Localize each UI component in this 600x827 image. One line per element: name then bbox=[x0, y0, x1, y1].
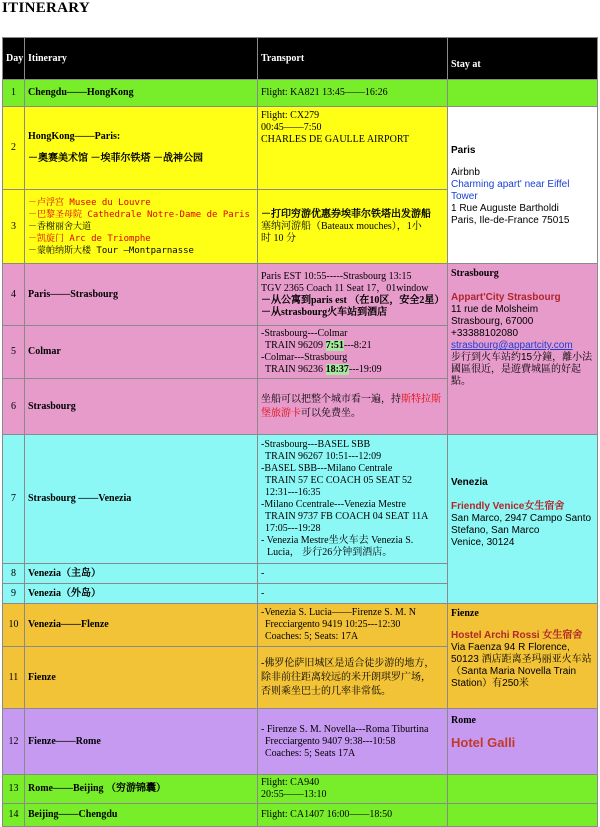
transport-line: 12:31---16:35 bbox=[265, 487, 321, 498]
stay-hotel-name: Appart'City Strasbourg bbox=[451, 292, 561, 303]
transport-line: Coaches: 5; Seats 17A bbox=[265, 747, 356, 759]
transport-line: Flight: CA940 bbox=[261, 777, 320, 788]
day-cell: 6 bbox=[3, 379, 25, 435]
table-row bbox=[3, 80, 598, 107]
itinerary-line: －巴黎圣母院 Cathedrale Notre-Dame de Paris bbox=[28, 209, 250, 220]
transport-line: - Firenze S. M. Novella---Roma Tiburtina bbox=[261, 723, 429, 735]
itinerary-cell: Rome——Beijing （穷游锦囊） bbox=[25, 775, 258, 804]
transport-line: Frecciargento 9407 9:38---10:58 bbox=[265, 735, 396, 747]
transport-line: TRAIN 96267 10:51---12:09 bbox=[265, 451, 382, 462]
stay-cell bbox=[448, 80, 598, 107]
itinerary-line: －蒙帕纳斯大楼 Tour —Montparnasse bbox=[28, 245, 194, 256]
stay-city: Paris bbox=[451, 145, 476, 156]
header-itinerary: Itinerary bbox=[25, 38, 258, 80]
stay-line: Venice, 30124 bbox=[451, 537, 515, 548]
day-cell: 5 bbox=[3, 326, 25, 379]
header-stay: Stay at bbox=[448, 38, 598, 80]
transport-line: -Strasbourg---BASEL SBB bbox=[261, 439, 371, 450]
itinerary-table bbox=[2, 37, 598, 827]
table-row bbox=[3, 775, 598, 804]
itinerary-cell: Paris——Strasbourg bbox=[25, 264, 258, 326]
transport-cell bbox=[258, 326, 448, 379]
table-row bbox=[3, 107, 598, 190]
itinerary-cell: Venezia——Flenze bbox=[25, 604, 258, 647]
transport-cell bbox=[258, 80, 448, 107]
itinerary-cell: Venezia（主岛） bbox=[25, 564, 258, 584]
transport-line: - Venezia Mestre坐火车去 Venezia S. bbox=[261, 535, 414, 546]
header-transport: Transport bbox=[258, 38, 448, 80]
table-row bbox=[3, 604, 598, 647]
stay-cell-rome bbox=[448, 709, 598, 775]
header-day: Day bbox=[3, 38, 25, 80]
itinerary-cell: Strasbourg bbox=[25, 379, 258, 435]
transport-line: Paris EST 10:55-----Strasbourg 13:15 bbox=[261, 270, 412, 282]
day-cell: 3 bbox=[3, 190, 25, 264]
itinerary-cell: Venezia（外岛） bbox=[25, 584, 258, 604]
stay-line: Station）有250米 bbox=[451, 678, 529, 689]
stay-line: 1 Rue Auguste Bartholdi bbox=[451, 203, 559, 214]
stay-line: Airbnb bbox=[451, 167, 480, 178]
stay-hotel-name: Hotel Galli bbox=[451, 735, 516, 750]
day-cell: 4 bbox=[3, 264, 25, 326]
train-number: TRAIN 96209 bbox=[265, 340, 326, 351]
transport-line: －从strasbourg火车站到酒店 bbox=[261, 306, 388, 318]
stay-line: （Santa Maria Novella Train bbox=[451, 666, 577, 677]
itinerary-line: －奥赛美术馆 －埃菲尔铁塔 －战神公园 bbox=[28, 153, 203, 164]
table-row bbox=[3, 264, 598, 326]
itinerary-cell bbox=[25, 190, 258, 264]
transport-line: -Strasbourg---Colmar bbox=[261, 328, 348, 339]
stay-hotel-name: Hostel Archi Rossi 女生宿舍 bbox=[451, 630, 583, 641]
transport-line: 塞纳河游船（Bateaux mouches），1小 bbox=[261, 220, 422, 232]
stay-line: 步行到火车站约15分鐘，離小法 bbox=[451, 352, 593, 363]
transport-line: TRAIN 9737 FB COACH 04 SEAT 11A bbox=[265, 511, 429, 522]
transport-line: Flight: KA821 13:45——16:26 bbox=[261, 87, 388, 98]
transport-line: 除非前往距离较远的米开朗琪罗广场， bbox=[261, 671, 431, 683]
day-cell: 9 bbox=[3, 584, 25, 604]
itinerary-line: －凯旋门 Arc de Triomphe bbox=[28, 233, 151, 244]
transport-line: －从公寓到paris est （在10区，安全2星） bbox=[261, 294, 445, 306]
stay-line: Paris, Ile-de-France 75015 bbox=[451, 215, 570, 226]
transport-line: Flight: CX279 bbox=[261, 110, 320, 121]
transport-line: Flight: CA1407 16:00——18:50 bbox=[261, 809, 393, 820]
day-cell: 1 bbox=[3, 80, 25, 107]
table-row bbox=[3, 435, 598, 564]
transport-cell: - bbox=[258, 584, 448, 604]
stay-line: 11 rue de Molsheim bbox=[451, 304, 539, 315]
transport-text: 可以免费坐。 bbox=[301, 407, 361, 419]
stay-hotel-name: Friendly Venice女生宿舍 bbox=[451, 501, 565, 512]
stay-cell-paris bbox=[448, 107, 598, 264]
stay-line: 50123 酒店距离圣玛丽亚火车站 bbox=[451, 654, 592, 665]
transport-line: TGV 2365 Coach 11 Seat 17，01window bbox=[261, 282, 429, 294]
itinerary-line: －卢浮宫 Musee du Louvre bbox=[28, 197, 151, 208]
transport-line: CHARLES DE GAULLE AIRPORT bbox=[261, 134, 410, 145]
itinerary-cell: Colmar bbox=[25, 326, 258, 379]
stay-cell bbox=[448, 775, 598, 804]
train-time: ---19:09 bbox=[348, 364, 382, 375]
transport-line: 20:55——13:10 bbox=[261, 789, 327, 800]
itinerary-line: －香榭丽舍大道 bbox=[28, 221, 92, 232]
transport-cell bbox=[258, 379, 448, 435]
transport-line bbox=[261, 340, 444, 352]
stay-cell-strasbourg bbox=[448, 264, 598, 435]
itinerary-cell: Fienze bbox=[25, 647, 258, 709]
stay-city: Strasbourg bbox=[451, 268, 499, 279]
transport-line: Lucia， 步行26分钟到酒店。 bbox=[267, 547, 393, 558]
day-cell: 8 bbox=[3, 564, 25, 584]
transport-line: 00:45——7:50 bbox=[261, 122, 322, 133]
itinerary-cell: Chengdu——HongKong bbox=[25, 80, 258, 107]
stay-line: 點。 bbox=[451, 376, 471, 387]
transport-line: -Colmar---Strasbourg bbox=[261, 352, 348, 363]
itinerary-cell bbox=[25, 107, 258, 190]
day-cell: 2 bbox=[3, 107, 25, 190]
highlighted-time: 18:37 bbox=[325, 364, 349, 375]
stay-cell-venezia bbox=[448, 435, 598, 604]
transport-line bbox=[261, 364, 444, 376]
transport-cell bbox=[258, 435, 448, 564]
transport-line: -Venezia S. Lucia——Firenze S. M. N bbox=[261, 607, 416, 618]
transport-line: 时 10 分 bbox=[261, 232, 296, 244]
train-time: ---8:21 bbox=[343, 340, 372, 351]
stay-line: Strasbourg, 67000 bbox=[451, 316, 534, 327]
transport-line: Coaches: 5; Seats: 17A bbox=[265, 631, 359, 642]
stay-line: 國區很近，是遊費城區的好起 bbox=[451, 364, 581, 375]
highlighted-time: 7:51 bbox=[325, 340, 344, 351]
table-header-row bbox=[3, 38, 598, 80]
transport-line: －打印穷游优惠券埃菲尔铁塔出发游船 bbox=[261, 208, 431, 220]
transport-line: -BASEL SBB---Milano Centrale bbox=[261, 463, 393, 474]
transport-cell bbox=[258, 604, 448, 647]
page-title: ITINERARY bbox=[2, 0, 91, 16]
transport-line: 否则乘坐巴士的几率非常低。 bbox=[261, 685, 391, 697]
stay-city: Rome bbox=[451, 715, 476, 726]
transport-cell bbox=[258, 804, 448, 827]
itinerary-cell: Strasbourg ——Venezia bbox=[25, 435, 258, 564]
day-cell: 13 bbox=[3, 775, 25, 804]
transport-line: TRAIN 57 EC COACH 05 SEAT 52 bbox=[265, 475, 413, 486]
transport-line: -Milano Ccentrale---Venezia Mestre bbox=[261, 499, 406, 510]
transport-cell: - bbox=[258, 564, 448, 584]
stay-city: Venezia bbox=[451, 477, 488, 488]
stay-city: Fienze bbox=[451, 608, 479, 619]
stay-cell bbox=[448, 804, 598, 827]
table-row bbox=[3, 804, 598, 827]
itinerary-cell: Fienze——Rome bbox=[25, 709, 258, 775]
itinerary-cell: Beijing——Chengdu bbox=[25, 804, 258, 827]
day-cell: 10 bbox=[3, 604, 25, 647]
transport-line: Frecciargento 9419 10:25---12:30 bbox=[265, 619, 401, 630]
stay-line: +33388102080 bbox=[451, 328, 519, 339]
transport-cell bbox=[258, 775, 448, 804]
stay-line: Via Faenza 94 R Florence, bbox=[451, 642, 570, 653]
stay-cell-fienze bbox=[448, 604, 598, 709]
day-cell: 12 bbox=[3, 709, 25, 775]
itinerary-line: HongKong——Paris: bbox=[28, 131, 121, 142]
day-cell: 14 bbox=[3, 804, 25, 827]
transport-line: -佛罗伦萨旧城区是适合徒步游的地方， bbox=[261, 657, 435, 669]
train-number: TRAIN 96236 bbox=[265, 364, 326, 375]
stay-link[interactable]: Tower bbox=[451, 191, 478, 202]
stay-email-link[interactable]: strasbourg@appartcity.com bbox=[451, 340, 573, 351]
transport-cell bbox=[258, 190, 448, 264]
stay-link[interactable]: Charming apart' near Eiffel bbox=[451, 179, 570, 190]
transport-cell bbox=[258, 709, 448, 775]
transport-line: 17:05---19:28 bbox=[265, 523, 321, 534]
transport-text: 坐船可以把整个城市看一遍，持 bbox=[261, 393, 401, 405]
transport-cell bbox=[258, 107, 448, 190]
transport-cell bbox=[258, 264, 448, 326]
day-cell: 11 bbox=[3, 647, 25, 709]
day-cell: 7 bbox=[3, 435, 25, 564]
stay-line: Stefano, San Marco bbox=[451, 525, 540, 536]
stay-line: San Marco, 2947 Campo Santo bbox=[451, 513, 592, 524]
table-row bbox=[3, 709, 598, 775]
transport-cell bbox=[258, 647, 448, 709]
transport-text-highlight: 斯特拉斯堡旅游卡 bbox=[261, 393, 441, 419]
